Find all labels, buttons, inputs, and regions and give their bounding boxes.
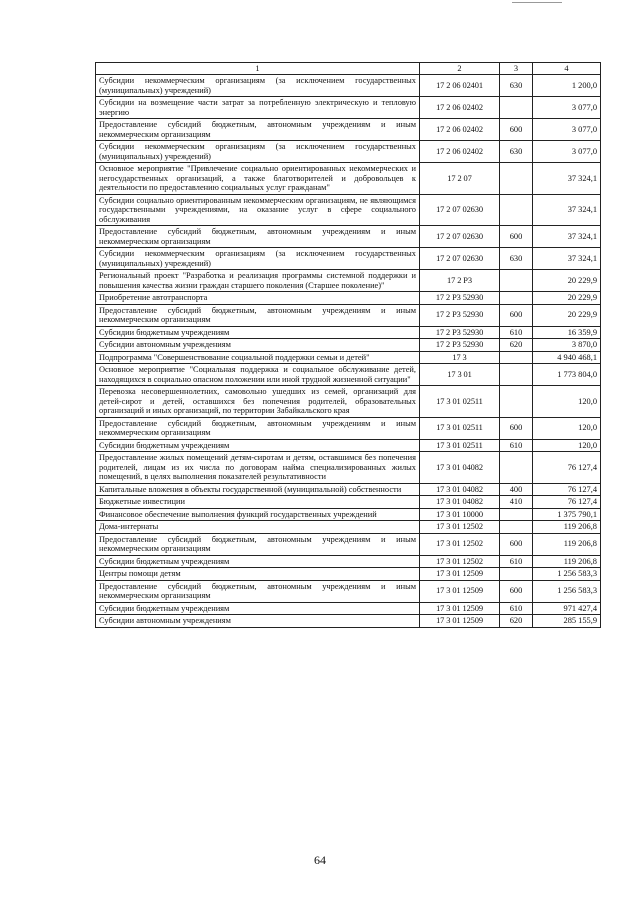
row-code-cell: 17 3 01 04082 [420, 483, 500, 496]
table-row [96, 75, 601, 97]
row-code-cell: 17 2 P3 52930 [420, 326, 500, 339]
table-header-row [96, 63, 601, 75]
row-sum-cell: 119 206,8 [533, 533, 601, 555]
row-expense-type-cell [500, 521, 533, 534]
row-expense-type-cell [500, 568, 533, 581]
row-sum-cell: 3 077,0 [533, 119, 601, 141]
row-expense-type-cell: 400 [500, 483, 533, 496]
table-row [96, 508, 601, 521]
row-sum-cell: 76 127,4 [533, 483, 601, 496]
table-row [96, 270, 601, 292]
row-sum-cell: 3 077,0 [533, 97, 601, 119]
row-code-cell: 17 2 07 [420, 163, 500, 195]
row-expense-type-cell: 610 [500, 326, 533, 339]
row-code-cell: 17 3 01 02511 [420, 439, 500, 452]
row-code-cell: 17 3 01 12502 [420, 555, 500, 568]
row-sum-cell: 4 940 468,1 [533, 351, 601, 364]
table-row [96, 602, 601, 615]
row-sum-cell: 120,0 [533, 417, 601, 439]
row-sum-cell: 120,0 [533, 439, 601, 452]
table-row [96, 226, 601, 248]
row-expense-type-cell: 620 [500, 339, 533, 352]
row-name-cell: Центры помощи детям [96, 568, 420, 581]
table-row [96, 248, 601, 270]
row-code-cell: 17 2 06 02402 [420, 97, 500, 119]
table-row [96, 304, 601, 326]
table-row [96, 439, 601, 452]
row-code-cell: 17 2 P3 52930 [420, 292, 500, 305]
table-row [96, 483, 601, 496]
row-expense-type-cell: 600 [500, 580, 533, 602]
row-expense-type-cell [500, 386, 533, 418]
row-expense-type-cell: 600 [500, 226, 533, 248]
row-name-cell: Дома-интернаты [96, 521, 420, 534]
row-sum-cell: 16 359,9 [533, 326, 601, 339]
row-name-cell: Субсидии на возмещение части затрат за потребленную электрическую и тепловую энергию [96, 97, 420, 119]
scan-mark [512, 2, 562, 3]
row-code-cell: 17 3 01 12502 [420, 521, 500, 534]
row-code-cell: 17 2 06 02401 [420, 75, 500, 97]
header-cell-sum: 4 [533, 63, 601, 75]
row-sum-cell: 37 324,1 [533, 163, 601, 195]
row-name-cell: Предоставление субсидий бюджетным, автономным учреждениям и иным некоммерческим организациям [96, 417, 420, 439]
row-code-cell: 17 2 06 02402 [420, 119, 500, 141]
table-row [96, 339, 601, 352]
row-code-cell: 17 2 P3 52930 [420, 304, 500, 326]
row-name-cell: Региональный проект "Разработка и реализация программы системной поддержки и повышения качества жизни граждан старшего поколения (Старшее поколение)" [96, 270, 420, 292]
row-code-cell: 17 3 01 10000 [420, 508, 500, 521]
row-name-cell: Субсидии автономным учреждениям [96, 339, 420, 352]
row-expense-type-cell [500, 508, 533, 521]
row-code-cell: 17 3 [420, 351, 500, 364]
row-code-cell: 17 3 01 12509 [420, 615, 500, 628]
row-name-cell: Предоставление субсидий бюджетным, автономным учреждениям и иным некоммерческим организациям [96, 580, 420, 602]
row-sum-cell: 20 229,9 [533, 270, 601, 292]
row-name-cell: Субсидии социально ориентированным некоммерческим организациям, не являющимся государственными учреждениями, на оказание услуг в сфере социального обслуживания [96, 194, 420, 226]
row-sum-cell: 37 324,1 [533, 194, 601, 226]
row-sum-cell: 37 324,1 [533, 248, 601, 270]
table-row [96, 351, 601, 364]
row-sum-cell: 119 206,8 [533, 521, 601, 534]
table-row [96, 496, 601, 509]
row-expense-type-cell [500, 292, 533, 305]
table-row [96, 119, 601, 141]
row-expense-type-cell: 610 [500, 555, 533, 568]
row-name-cell: Приобретение автотранспорта [96, 292, 420, 305]
row-code-cell: 17 3 01 [420, 364, 500, 386]
row-sum-cell: 76 127,4 [533, 452, 601, 484]
row-name-cell: Капитальные вложения в объекты государственной (муниципальной) собственности [96, 483, 420, 496]
row-name-cell: Перевозка несовершеннолетних, самовольно ушедших из семей, организаций для детей-сирот и детей, оставшихся без попечения родителей, образовательных организаций и иных организаций, по территории Забайкальского края [96, 386, 420, 418]
row-code-cell: 17 3 01 02511 [420, 386, 500, 418]
table-row [96, 326, 601, 339]
row-sum-cell: 1 375 790,1 [533, 508, 601, 521]
page-number: 64 [314, 853, 326, 867]
row-expense-type-cell: 410 [500, 496, 533, 509]
row-name-cell: Финансовое обеспечение выполнения функций государственных учреждений [96, 508, 420, 521]
row-name-cell: Предоставление субсидий бюджетным, автономным учреждениям и иным некоммерческим организациям [96, 226, 420, 248]
row-code-cell: 17 3 01 12509 [420, 602, 500, 615]
row-name-cell: Бюджетные инвестиции [96, 496, 420, 509]
table-row [96, 568, 601, 581]
row-sum-cell: 76 127,4 [533, 496, 601, 509]
table-row [96, 386, 601, 418]
table-row [96, 452, 601, 484]
row-sum-cell: 20 229,9 [533, 304, 601, 326]
row-name-cell: Предоставление субсидий бюджетным, автономным учреждениям и иным некоммерческим организациям [96, 119, 420, 141]
row-expense-type-cell [500, 194, 533, 226]
row-sum-cell: 3 870,0 [533, 339, 601, 352]
budget-table [95, 62, 601, 628]
header-cell-name: 1 [96, 63, 420, 75]
table-row [96, 292, 601, 305]
table-row [96, 194, 601, 226]
row-expense-type-cell [500, 270, 533, 292]
row-expense-type-cell: 620 [500, 615, 533, 628]
row-expense-type-cell: 630 [500, 248, 533, 270]
row-code-cell: 17 3 01 04082 [420, 452, 500, 484]
row-expense-type-cell: 630 [500, 75, 533, 97]
row-name-cell: Субсидии бюджетным учреждениям [96, 555, 420, 568]
row-sum-cell: 1 256 583,3 [533, 568, 601, 581]
row-name-cell: Основное мероприятие "Социальная поддержка и социальное обслуживание детей, находящихся в социально опасном положении или иной трудной жизненной ситуации" [96, 364, 420, 386]
row-code-cell: 17 2 06 02402 [420, 141, 500, 163]
row-name-cell: Предоставление жилых помещений детям-сиротам и детям, оставшимся без попечения родителей, лицам из их числа по договорам найма специализированных жилых помещений, в целях выполнения показателей результативности [96, 452, 420, 484]
table-row [96, 555, 601, 568]
row-name-cell: Основное мероприятие "Привлечение социально ориентированных некоммерческих и негосударственных организаций, а также благотворителей и добровольцев к деятельности по предоставлению социальных услуг гражданам" [96, 163, 420, 195]
row-expense-type-cell: 610 [500, 439, 533, 452]
row-name-cell: Субсидии бюджетным учреждениям [96, 326, 420, 339]
row-sum-cell: 120,0 [533, 386, 601, 418]
row-code-cell: 17 2 07 02630 [420, 226, 500, 248]
row-name-cell: Подпрограмма "Совершенствование социальной поддержки семьи и детей" [96, 351, 420, 364]
table-row [96, 615, 601, 628]
row-sum-cell: 1 200,0 [533, 75, 601, 97]
row-code-cell: 17 2 07 02630 [420, 248, 500, 270]
row-sum-cell: 1 773 804,0 [533, 364, 601, 386]
header-cell-code: 2 [420, 63, 500, 75]
row-code-cell: 17 2 07 02630 [420, 194, 500, 226]
row-code-cell: 17 2 P3 [420, 270, 500, 292]
table-row [96, 163, 601, 195]
row-code-cell: 17 3 01 02511 [420, 417, 500, 439]
table-row [96, 580, 601, 602]
row-expense-type-cell: 600 [500, 119, 533, 141]
row-expense-type-cell [500, 97, 533, 119]
row-name-cell: Субсидии некоммерческим организациям (за исключением государственных (муниципальных) учреждений) [96, 141, 420, 163]
row-expense-type-cell: 630 [500, 141, 533, 163]
row-expense-type-cell: 610 [500, 602, 533, 615]
row-name-cell: Субсидии бюджетным учреждениям [96, 602, 420, 615]
row-name-cell: Субсидии некоммерческим организациям (за исключением государственных (муниципальных) учреждений) [96, 75, 420, 97]
row-code-cell: 17 3 01 12509 [420, 580, 500, 602]
row-sum-cell: 20 229,9 [533, 292, 601, 305]
row-code-cell: 17 3 01 04082 [420, 496, 500, 509]
row-expense-type-cell [500, 163, 533, 195]
row-name-cell: Предоставление субсидий бюджетным, автономным учреждениям и иным некоммерческим организациям [96, 304, 420, 326]
row-name-cell: Предоставление субсидий бюджетным, автономным учреждениям и иным некоммерческим организациям [96, 533, 420, 555]
row-code-cell: 17 2 P3 52930 [420, 339, 500, 352]
row-sum-cell: 119 206,8 [533, 555, 601, 568]
row-name-cell: Субсидии автономным учреждениям [96, 615, 420, 628]
row-code-cell: 17 3 01 12509 [420, 568, 500, 581]
table-row [96, 533, 601, 555]
row-sum-cell: 285 155,9 [533, 615, 601, 628]
row-expense-type-cell [500, 364, 533, 386]
row-sum-cell: 1 256 583,3 [533, 580, 601, 602]
row-expense-type-cell: 600 [500, 304, 533, 326]
row-expense-type-cell [500, 452, 533, 484]
table-row [96, 521, 601, 534]
row-code-cell: 17 3 01 12502 [420, 533, 500, 555]
table-row [96, 417, 601, 439]
row-sum-cell: 3 077,0 [533, 141, 601, 163]
header-cell-vr: 3 [500, 63, 533, 75]
row-expense-type-cell: 600 [500, 417, 533, 439]
table-row [96, 141, 601, 163]
table-row [96, 364, 601, 386]
row-sum-cell: 37 324,1 [533, 226, 601, 248]
row-name-cell: Субсидии бюджетным учреждениям [96, 439, 420, 452]
row-sum-cell: 971 427,4 [533, 602, 601, 615]
row-expense-type-cell [500, 351, 533, 364]
row-name-cell: Субсидии некоммерческим организациям (за исключением государственных (муниципальных) учреждений) [96, 248, 420, 270]
row-expense-type-cell: 600 [500, 533, 533, 555]
table-row [96, 97, 601, 119]
